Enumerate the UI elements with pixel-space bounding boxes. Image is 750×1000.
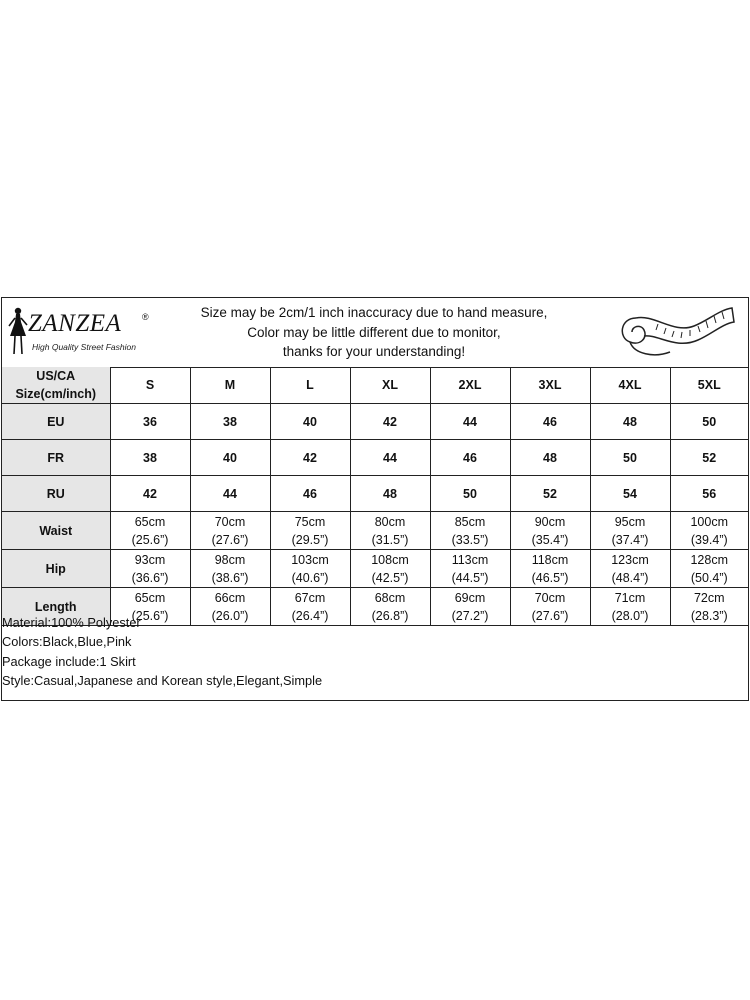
size-table xyxy=(2,367,748,626)
table-cell: 48 xyxy=(510,440,590,476)
inch-value: (42.5”) xyxy=(371,570,409,585)
info-material: Material:100% Polyester xyxy=(2,615,141,630)
inch-value: (25.6”) xyxy=(131,532,169,547)
inch-value: (28.3”) xyxy=(690,608,728,623)
cm-value: 90cm xyxy=(534,514,566,529)
header-label-line: US/CA xyxy=(36,369,76,383)
table-cell xyxy=(350,550,430,588)
notice-line: Size may be 2cm/1 inch inaccuracy due to hand measure, xyxy=(200,305,548,320)
table-cell: 46 xyxy=(510,404,590,440)
cm-value: 85cm xyxy=(454,514,486,529)
table-cell xyxy=(430,550,510,588)
table-cell xyxy=(190,512,270,550)
cm-value: 118cm xyxy=(531,552,569,567)
table-cell xyxy=(670,550,748,588)
measurement-notice xyxy=(174,303,574,362)
cm-value: 72cm xyxy=(693,590,725,605)
brand-logo xyxy=(6,306,166,358)
cm-value: 75cm xyxy=(294,514,326,529)
brand-name: ZANZEA xyxy=(28,310,122,337)
table-cell: 48 xyxy=(350,476,430,512)
table-row xyxy=(2,440,748,476)
info-package: Package include:1 Skirt xyxy=(2,653,136,669)
table-row xyxy=(2,550,748,588)
size-header-cell: 2XL xyxy=(430,367,510,404)
table-cell: 46 xyxy=(430,440,510,476)
row-label: Waist xyxy=(2,512,110,550)
inch-value: (28.0”) xyxy=(611,608,649,623)
table-cell xyxy=(350,512,430,550)
size-header-cell: 5XL xyxy=(670,367,748,404)
measuring-tape-icon xyxy=(614,304,736,362)
cm-value: 68cm xyxy=(374,590,406,605)
table-row xyxy=(2,404,748,440)
cm-value: 69cm xyxy=(454,590,486,605)
cm-value: 128cm xyxy=(690,552,729,567)
row-label: EU xyxy=(2,404,110,440)
chart-header xyxy=(2,298,748,368)
cm-value: 80cm xyxy=(374,514,406,529)
cm-value: 66cm xyxy=(214,590,246,605)
inch-value: (44.5”) xyxy=(451,570,489,585)
cm-value: 100cm xyxy=(690,514,729,529)
table-cell xyxy=(510,550,590,588)
inch-value: (50.4”) xyxy=(690,570,728,585)
table-cell: 44 xyxy=(430,404,510,440)
size-header-cell: XL xyxy=(350,367,430,404)
inch-value: (48.4”) xyxy=(611,570,649,585)
cm-value: 70cm xyxy=(534,590,566,605)
header-label-line: Size(cm/inch) xyxy=(15,387,97,401)
table-cell xyxy=(590,512,670,550)
info-colors: Colors:Black,Blue,Pink xyxy=(2,634,132,650)
table-cell: 42 xyxy=(270,440,350,476)
table-cell: 52 xyxy=(670,440,748,476)
size-header-cell: L xyxy=(270,367,350,404)
cm-value: 95cm xyxy=(614,514,646,529)
info-style: Style:Casual,Japanese and Korean style,Elegant,Simple xyxy=(2,672,323,688)
inch-value: (33.5”) xyxy=(451,532,489,547)
row-label: Hip xyxy=(2,550,110,588)
inch-value: (37.4”) xyxy=(611,532,649,547)
inch-value: (31.5”) xyxy=(371,532,409,547)
table-cell: 52 xyxy=(510,476,590,512)
inch-value: (27.6”) xyxy=(211,532,249,547)
row-label: Length xyxy=(2,588,110,626)
inch-value: (29.5”) xyxy=(291,532,329,547)
inch-value: (36.6”) xyxy=(131,570,169,585)
woman-silhouette-icon xyxy=(6,306,30,358)
row-label: RU xyxy=(2,476,110,512)
registered-mark: ® xyxy=(142,312,149,322)
table-row xyxy=(2,476,748,512)
table-cell: 38 xyxy=(190,404,270,440)
brand-tagline: High Quality Street Fashion xyxy=(32,342,136,352)
table-cell xyxy=(110,512,190,550)
table-cell xyxy=(590,588,670,626)
cm-value: 113cm xyxy=(451,552,489,567)
cm-value: 65cm xyxy=(134,514,166,529)
table-cell xyxy=(670,512,748,550)
table-cell: 48 xyxy=(590,404,670,440)
table-cell: 42 xyxy=(110,476,190,512)
inch-value: (26.0”) xyxy=(211,608,249,623)
inch-value: (26.4”) xyxy=(291,608,329,623)
size-header-cell: 3XL xyxy=(510,367,590,404)
table-cell: 54 xyxy=(590,476,670,512)
inch-value: (38.6”) xyxy=(211,570,249,585)
table-cell: 40 xyxy=(190,440,270,476)
table-cell xyxy=(190,550,270,588)
inch-value: (27.6”) xyxy=(531,608,569,623)
table-cell: 50 xyxy=(590,440,670,476)
table-cell xyxy=(510,588,590,626)
header-label-cell xyxy=(2,367,110,404)
table-row xyxy=(2,367,748,404)
inch-value: (27.2”) xyxy=(451,608,489,623)
table-cell xyxy=(590,550,670,588)
table-row xyxy=(2,512,748,550)
row-label: FR xyxy=(2,440,110,476)
table-cell: 42 xyxy=(350,404,430,440)
size-header-cell: 4XL xyxy=(590,367,670,404)
table-cell: 38 xyxy=(110,440,190,476)
table-cell: 50 xyxy=(430,476,510,512)
inch-value: (26.8”) xyxy=(371,608,409,623)
notice-line: thanks for your understanding! xyxy=(282,344,466,359)
inch-value: (39.4”) xyxy=(690,532,728,547)
table-cell xyxy=(270,512,350,550)
table-cell xyxy=(350,588,430,626)
table-cell xyxy=(110,550,190,588)
inch-value: (46.5”) xyxy=(531,570,569,585)
cm-value: 71cm xyxy=(614,590,646,605)
table-cell: 44 xyxy=(350,440,430,476)
cm-value: 67cm xyxy=(294,590,326,605)
table-cell: 56 xyxy=(670,476,748,512)
table-cell xyxy=(430,588,510,626)
table-cell xyxy=(510,512,590,550)
cm-value: 108cm xyxy=(371,552,409,567)
inch-value: (25.6”) xyxy=(131,608,169,623)
table-cell: 44 xyxy=(190,476,270,512)
size-header-cell: S xyxy=(110,367,190,404)
product-info xyxy=(2,613,322,690)
table-cell: 50 xyxy=(670,404,748,440)
cm-value: 93cm xyxy=(134,552,166,567)
notice-line: Color may be little different due to monitor, xyxy=(247,324,501,340)
size-header-cell: M xyxy=(190,367,270,404)
table-cell: 40 xyxy=(270,404,350,440)
table-cell: 36 xyxy=(110,404,190,440)
table-cell xyxy=(430,512,510,550)
cm-value: 103cm xyxy=(291,552,329,567)
inch-value: (35.4”) xyxy=(531,532,569,547)
table-cell xyxy=(270,550,350,588)
table-cell: 46 xyxy=(270,476,350,512)
cm-value: 123cm xyxy=(611,552,649,567)
inch-value: (40.6”) xyxy=(291,570,329,585)
cm-value: 98cm xyxy=(214,552,246,567)
cm-value: 65cm xyxy=(134,590,166,605)
table-cell xyxy=(670,588,748,626)
cm-value: 70cm xyxy=(214,514,246,529)
